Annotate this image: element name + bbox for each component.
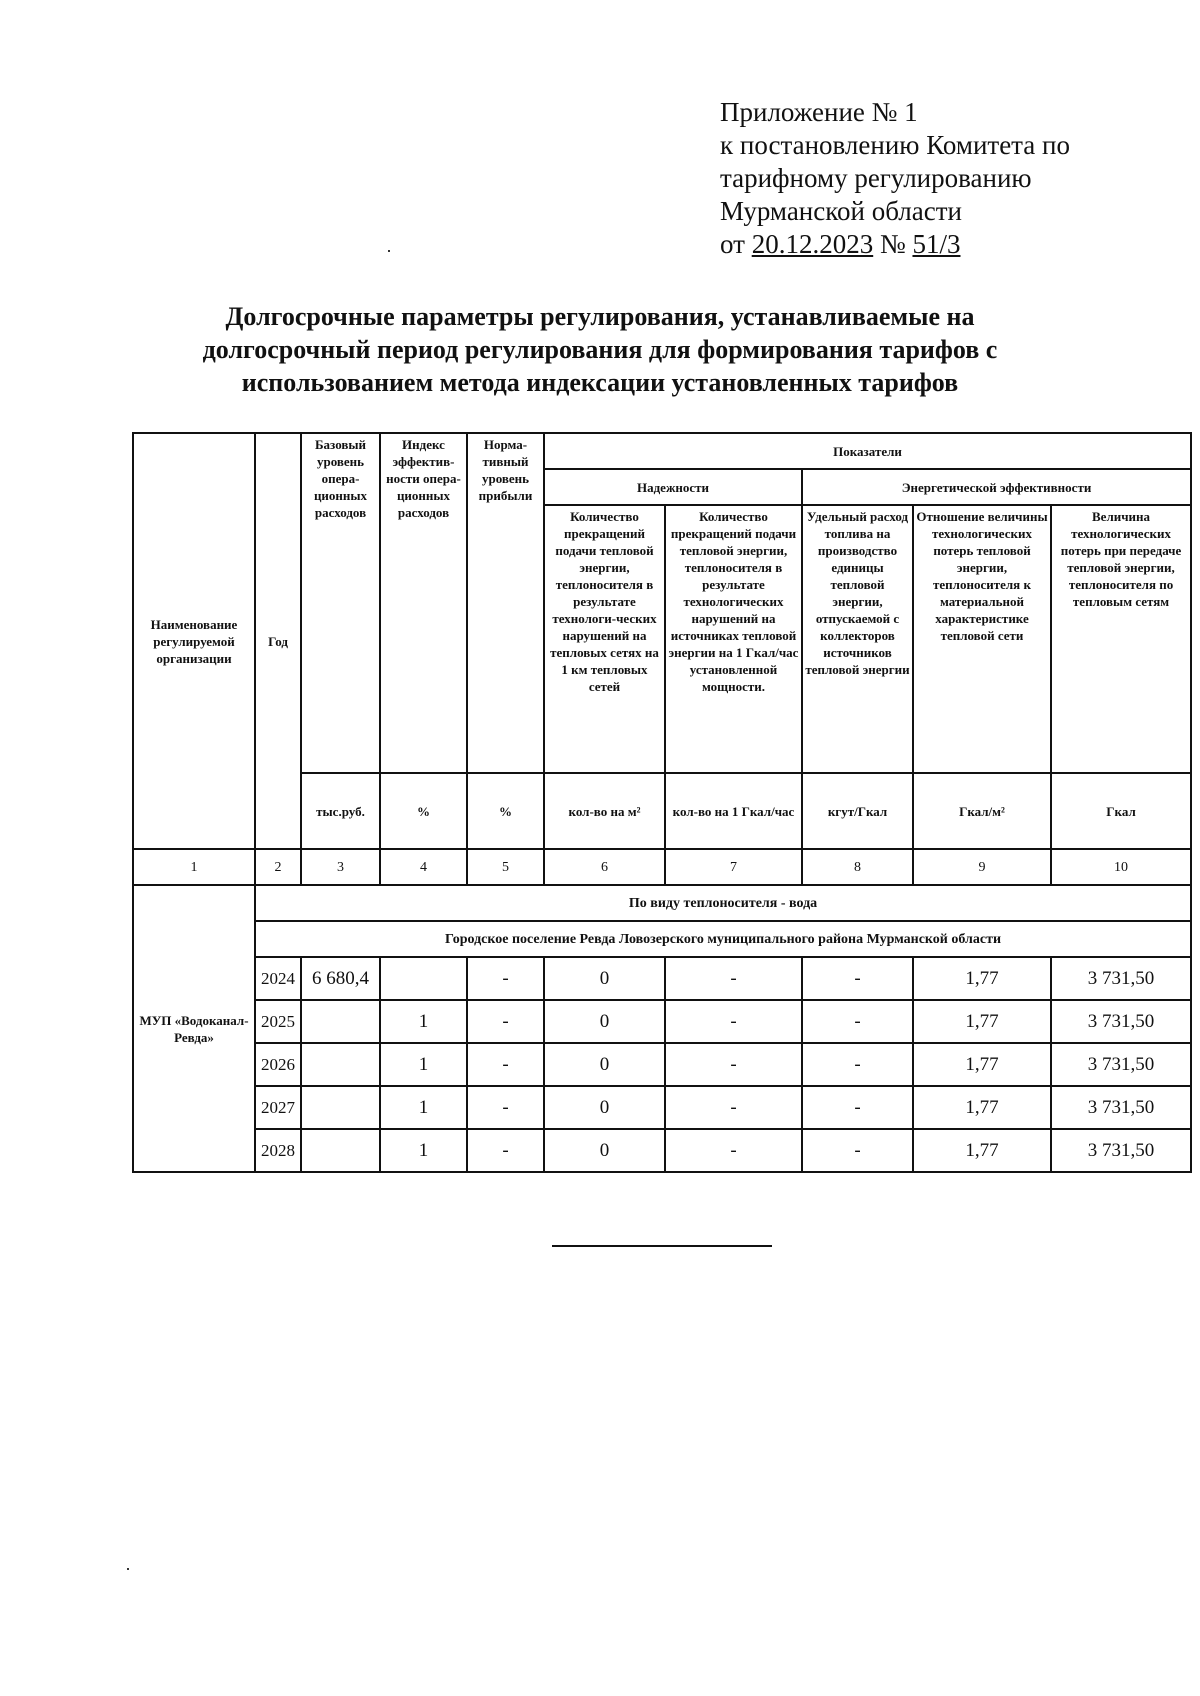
col-number: 1 bbox=[133, 849, 255, 885]
c9-cell: 1,77 bbox=[913, 957, 1051, 1000]
header-c8: Удельный расход топлива на производство единицы тепловой энергии, отпускаемой с коллекторов источников тепловой энергии bbox=[802, 505, 913, 773]
appendix-number: 51/3 bbox=[912, 229, 961, 259]
c10-cell: 3 731,50 bbox=[1051, 1129, 1191, 1172]
table-row bbox=[133, 1000, 1191, 1043]
header-norm: Норма-тивный уровень прибыли bbox=[467, 433, 544, 773]
header-index: Индекс эффектив-ности опера-ционных расходов bbox=[380, 433, 467, 773]
year-cell: 2024 bbox=[255, 957, 301, 1000]
c8-cell: - bbox=[802, 1086, 913, 1129]
unit-c7: кол-во на 1 Гкал/час bbox=[665, 773, 802, 849]
document-title bbox=[150, 300, 1050, 399]
parameters-table bbox=[132, 432, 1192, 1173]
appendix-line-5 bbox=[720, 228, 1070, 261]
c8-cell: - bbox=[802, 1129, 913, 1172]
base-cell bbox=[301, 1086, 380, 1129]
appendix-date-prefix: от bbox=[720, 229, 752, 259]
index-cell bbox=[380, 957, 467, 1000]
col-number: 3 bbox=[301, 849, 380, 885]
index-cell: 1 bbox=[380, 1043, 467, 1086]
base-cell bbox=[301, 1043, 380, 1086]
c9-cell: 1,77 bbox=[913, 1086, 1051, 1129]
unit-c9: Гкал/м² bbox=[913, 773, 1051, 849]
c8-cell: - bbox=[802, 957, 913, 1000]
header-c6: Количество прекращений подачи тепловой энергии, теплоносителя в результате технологи-ческих нарушений на тепловых сетях на 1 км тепловых сетей bbox=[544, 505, 665, 773]
scan-speck bbox=[388, 250, 390, 252]
index-cell: 1 bbox=[380, 1000, 467, 1043]
c8-cell: - bbox=[802, 1000, 913, 1043]
header-c9: Отношение величины технологических потерь тепловой энергии, теплоносителя к материальной характеристике тепловой сети bbox=[913, 505, 1051, 773]
c7-cell: - bbox=[665, 1000, 802, 1043]
table-row bbox=[133, 1086, 1191, 1129]
index-cell: 1 bbox=[380, 1129, 467, 1172]
base-cell bbox=[301, 1000, 380, 1043]
appendix-line-1: Приложение № 1 bbox=[720, 97, 918, 127]
c6-cell: 0 bbox=[544, 1000, 665, 1043]
c7-cell: - bbox=[665, 1086, 802, 1129]
title-line-1: Долгосрочные параметры регулирования, устанавливаемые на bbox=[225, 302, 975, 331]
header-org: Наименование регулируемой организации bbox=[133, 433, 255, 849]
end-rule bbox=[552, 1245, 772, 1247]
year-cell: 2027 bbox=[255, 1086, 301, 1129]
norm-cell: - bbox=[467, 1086, 544, 1129]
col-number: 10 bbox=[1051, 849, 1191, 885]
header-row-1 bbox=[133, 433, 1191, 469]
norm-cell: - bbox=[467, 957, 544, 1000]
c7-cell: - bbox=[665, 1043, 802, 1086]
appendix-header bbox=[720, 96, 1070, 261]
header-year: Год bbox=[255, 433, 301, 849]
c9-cell: 1,77 bbox=[913, 1129, 1051, 1172]
header-efficiency: Энергетической эффективности bbox=[802, 469, 1191, 505]
table-row bbox=[133, 1043, 1191, 1086]
norm-cell: - bbox=[467, 1043, 544, 1086]
org-name-cell: МУП «Водоканал-Ревда» bbox=[133, 885, 255, 1172]
unit-base: тыс.руб. bbox=[301, 773, 380, 849]
title-line-3: использованием метода индексации установленных тарифов bbox=[241, 368, 959, 397]
settlement-band: Городское поселение Ревда Ловозерского муниципального района Мурманской области bbox=[255, 921, 1191, 957]
c9-cell: 1,77 bbox=[913, 1000, 1051, 1043]
column-numbers-row bbox=[133, 849, 1191, 885]
appendix-line-4: Мурманской области bbox=[720, 196, 962, 226]
c7-cell: - bbox=[665, 1129, 802, 1172]
scan-speck bbox=[127, 1568, 129, 1570]
year-cell: 2025 bbox=[255, 1000, 301, 1043]
c6-cell: 0 bbox=[544, 1086, 665, 1129]
norm-cell: - bbox=[467, 1129, 544, 1172]
col-number: 7 bbox=[665, 849, 802, 885]
settlement-row bbox=[133, 921, 1191, 957]
title-line-2: долгосрочный период регулирования для формирования тарифов с bbox=[202, 335, 998, 364]
c6-cell: 0 bbox=[544, 1043, 665, 1086]
appendix-date: 20.12.2023 bbox=[751, 229, 874, 259]
appendix-line-2: к постановлению Комитета по bbox=[720, 130, 1070, 160]
c10-cell: 3 731,50 bbox=[1051, 1086, 1191, 1129]
index-cell: 1 bbox=[380, 1086, 467, 1129]
unit-norm: % bbox=[467, 773, 544, 849]
c9-cell: 1,77 bbox=[913, 1043, 1051, 1086]
appendix-number-prefix: № bbox=[873, 229, 913, 259]
c10-cell: 3 731,50 bbox=[1051, 1043, 1191, 1086]
c7-cell: - bbox=[665, 957, 802, 1000]
base-cell bbox=[301, 1129, 380, 1172]
c10-cell: 3 731,50 bbox=[1051, 957, 1191, 1000]
c8-cell: - bbox=[802, 1043, 913, 1086]
col-number: 2 bbox=[255, 849, 301, 885]
table-row bbox=[133, 1129, 1191, 1172]
header-c10: Величина технологических потерь при передаче тепловой энергии, теплоносителя по тепловым сетям bbox=[1051, 505, 1191, 773]
base-cell: 6 680,4 bbox=[301, 957, 380, 1000]
header-indicators: Показатели bbox=[544, 433, 1191, 469]
unit-c6: кол-во на м² bbox=[544, 773, 665, 849]
col-number: 6 bbox=[544, 849, 665, 885]
appendix-line-3: тарифному регулированию bbox=[720, 163, 1032, 193]
col-number: 4 bbox=[380, 849, 467, 885]
unit-c8: кгут/Гкал bbox=[802, 773, 913, 849]
c10-cell: 3 731,50 bbox=[1051, 1000, 1191, 1043]
year-cell: 2028 bbox=[255, 1129, 301, 1172]
c6-cell: 0 bbox=[544, 1129, 665, 1172]
carrier-band: По виду теплоносителя - вода bbox=[255, 885, 1191, 921]
norm-cell: - bbox=[467, 1000, 544, 1043]
table-row bbox=[133, 957, 1191, 1000]
header-c7: Количество прекращений подачи тепловой энергии, теплоносителя в результате технологических нарушений на источниках тепловой энергии на 1 Гкал/час установленной мощности. bbox=[665, 505, 802, 773]
header-reliability: Надежности bbox=[544, 469, 802, 505]
header-base: Базовый уровень опера-ционных расходов bbox=[301, 433, 380, 773]
col-number: 5 bbox=[467, 849, 544, 885]
col-number: 9 bbox=[913, 849, 1051, 885]
year-cell: 2026 bbox=[255, 1043, 301, 1086]
unit-c10: Гкал bbox=[1051, 773, 1191, 849]
c6-cell: 0 bbox=[544, 957, 665, 1000]
unit-index: % bbox=[380, 773, 467, 849]
col-number: 8 bbox=[802, 849, 913, 885]
carrier-row bbox=[133, 885, 1191, 921]
